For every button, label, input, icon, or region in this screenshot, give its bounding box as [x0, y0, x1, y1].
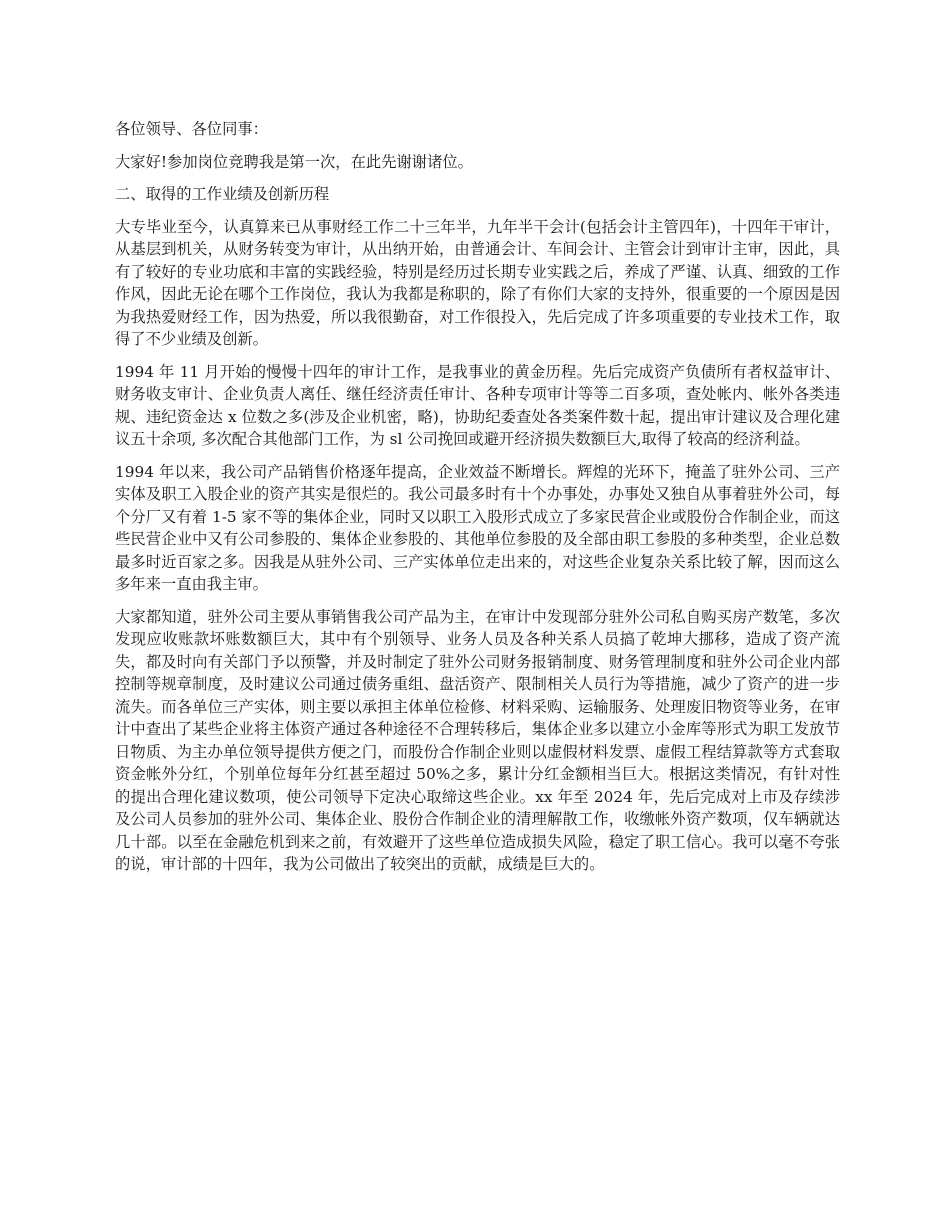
paragraph-audit-achievements: 1994 年 11 月开始的慢慢十四年的审计工作，是我事业的黄金历程。先后完成资产负债所有者权益审计、财务收支审计、企业负责人离任、继任经济责任审计、各种专项审计等等二百多项，查处帐内、帐外各类违规、违纪资金达 x 位数之多(涉及企业机密，略)，协助纪委查处各类案件数十起，提出审计建议及合理化建议五十余项, 多次配合其他部门工作，为 sl 公司挽回或避开经济损失数额巨大,取得了较高的经济利益。 [115, 362, 840, 448]
salutation: 各位领导、各位同事： [115, 120, 268, 138]
document-body [115, 118, 840, 886]
paragraph-audit-findings: 大家都知道，驻外公司主要从事销售我公司产品为主，在审计中发现部分驻外公司私自购买房产数笔，多次发现应收账款坏账数额巨大，其中有个别领导、业务人员及各种关系人员搞了乾坤大挪移，造成了资产流失，都及时向有关部门予以预警，并及时制定了驻外公司财务报销制度、财务管理制度和驻外公司企业内部控制等规章制度，及时建议公司通过债务重组、盘活资产、限制相关人员行为等措施，减少了资产的进一步流失。而各单位三产实体，则主要以承担主体单位检修、材料采购、运输服务、处理废旧物资等业务，在审计中查出了某些企业将主体资产通过各种途径不合理转移后，集体企业多以建立小金库等形式为职工发放节日物质、为主办单位领导提供方便之门，而股份合作制企业则以虚假材料发票、虚假工程结算款等方式套取资金帐外分红，个别单位每年分红甚至超过 50%之多，累计分红金额相当巨大。根据这类情况，有针对性的提出合理化建议数项，使公司领导下定决心取缔这些企业。xx 年至 2024 年，先后完成对上市及存续涉及公司人员参加的驻外公司、集体企业、股份合作制企业的清理解散工作，收缴帐外资产数项，仅车辆就达几十部。以至在金融危机到来之前，有效避开了这些单位造成损失风险，稳定了职工信心。我可以毫不夸张的说，审计部的十四年，我为公司做出了较突出的贡献，成绩是巨大的。 [115, 607, 840, 873]
greeting: 大家好!参加岗位竞聘我是第一次，在此先谢谢诸位。 [115, 152, 473, 171]
paragraph-company-background: 1994 年以来，我公司产品销售价格逐年提高，企业效益不断增长。辉煌的光环下，掩盖了驻外公司、三产实体及职工入股企业的资产其实是很烂的。我公司最多时有十个办事处，办事处又独自从事着驻外公司，每个分厂又有着 1-5 家不等的集体企业，同时又以职工入股形式成立了多家民营企业或股份合作制企业，而这些民营企业中又有公司参股的、集体企业参股的、其他单位参股的及全部由职工参股的多种类型，企业总数最多时近百家之多。因我是从驻外公司、三产实体单位走出来的，对这些企业复杂关系比较了解，因而这么多年来一直由我主审。 [115, 462, 840, 593]
section-heading: 二、取得的工作业绩及创新历程 [115, 185, 330, 203]
paragraph-career-summary: 大专毕业至今，认真算来已从事财经工作二十三年半，九年半干会计(包括会计主管四年)，十四年干审计，从基层到机关，从财务转变为审计，从出纳开始，由普通会计、车间会计、主管会计到审计主审，因此，具有了较好的专业功底和丰富的实践经验，特别是经历过长期专业实践之后，养成了严谨、认真、细致的工作作风，因此无论在哪个工作岗位，我认为我都是称职的，除了有你们大家的支持外，很重要的一个原因是因为我热爱财经工作，因为热爱，所以我很勤奋，对工作很投入，先后完成了许多项重要的专业技术工作，取得了不少业绩及创新。 [115, 217, 840, 348]
